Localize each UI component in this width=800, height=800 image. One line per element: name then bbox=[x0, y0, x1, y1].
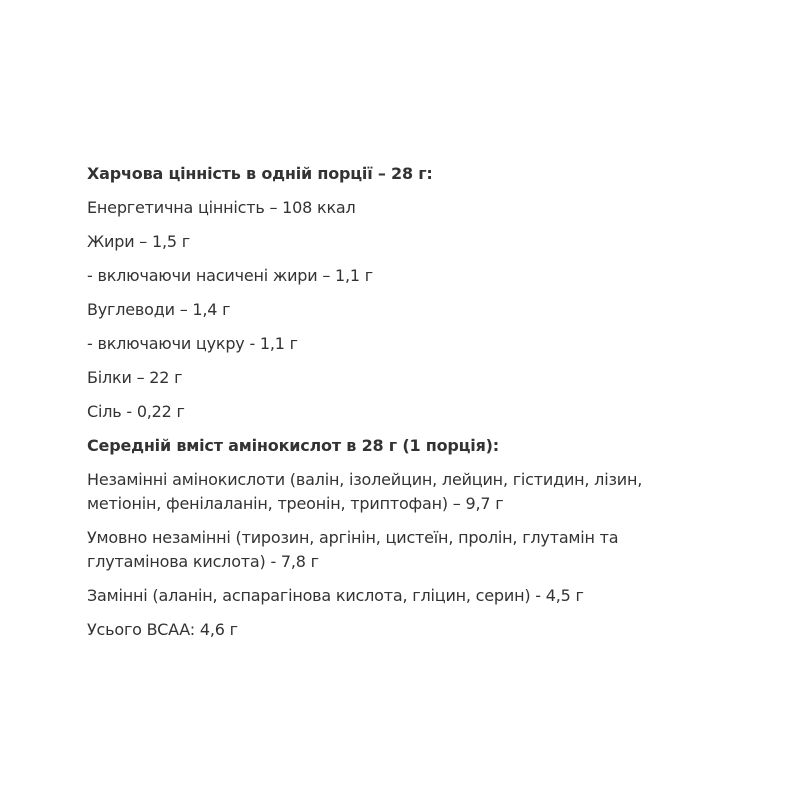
nutrition-saturated-fat: - включаючи насичені жири – 1,1 г bbox=[87, 266, 373, 285]
amino-bcaa-total: Усього BCAA: 4,6 г bbox=[87, 620, 238, 639]
amino-essential: Незамінні амінокислоти (валін, ізолейцин, лейцин, гістидин, лізин, метіонін, фенілаланін, треонін, триптофан) – 9,7 г bbox=[87, 470, 643, 513]
nutrition-salt: Сіль - 0,22 г bbox=[87, 402, 185, 421]
amino-conditionally-essential: Умовно незамінні (тирозин, аргінін, цистеїн, пролін, глутамін та глутамінова кислота) - 7,8 г bbox=[87, 528, 619, 571]
nutrition-sugar: - включаючи цукру - 1,1 г bbox=[87, 334, 298, 353]
nutrition-carbs: Вуглеводи – 1,4 г bbox=[87, 300, 231, 319]
nutrition-fat: Жири – 1,5 г bbox=[87, 232, 190, 251]
amino-heading: Середній вміст амінокислот в 28 г (1 порція): bbox=[87, 436, 499, 455]
nutrition-protein: Білки – 22 г bbox=[87, 368, 183, 387]
product-description bbox=[87, 162, 717, 652]
nutrition-energy: Енергетична цінність – 108 ккал bbox=[87, 198, 356, 217]
nutrition-heading: Харчова цінність в одній порції – 28 г: bbox=[87, 164, 433, 183]
amino-nonessential: Замінні (аланін, аспарагінова кислота, гліцин, серин) - 4,5 г bbox=[87, 586, 584, 605]
